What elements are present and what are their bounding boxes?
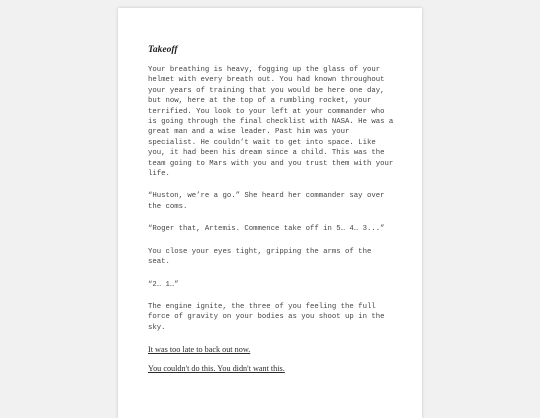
story-paragraph: “2… 1…” [148,280,179,289]
story-paragraph: Your breathing is heavy, fogging up the glass of your helmet with every breath out. You had known throughout your years of training that you would be here one day, but now, here at the top of a rumbling rocket, your terrified. You look to your left at your commander who is going through the final checklist with NASA. He was a great man and a wise leader. Past him was your specialist. He couldn’t wait to get into space. Like you, it had been his dream since a child. This was the team going to Mars with you and you trust them with your life. [148,66,394,179]
story-paragraph: You close your eyes tight, gripping the arms of the seat. [148,247,372,267]
story-paragraph: The engine ignite, the three of you feeling the full force of gravity on your bodies as you shoot up in the sky. [148,302,385,332]
choice-link-refuse[interactable]: You couldn't do this. You didn't want this. [148,364,285,374]
choice-link-continue[interactable]: It was too late to back out now. [148,345,251,355]
story-title: Takeoff [148,45,178,55]
story-paragraph: “Roger that, Artemis. Commence take off in 5… 4… 3...” [148,225,385,234]
story-paragraph: “Huston, we’re a go.” She heard her commander say over the coms. [148,192,385,211]
story-page [118,8,422,418]
